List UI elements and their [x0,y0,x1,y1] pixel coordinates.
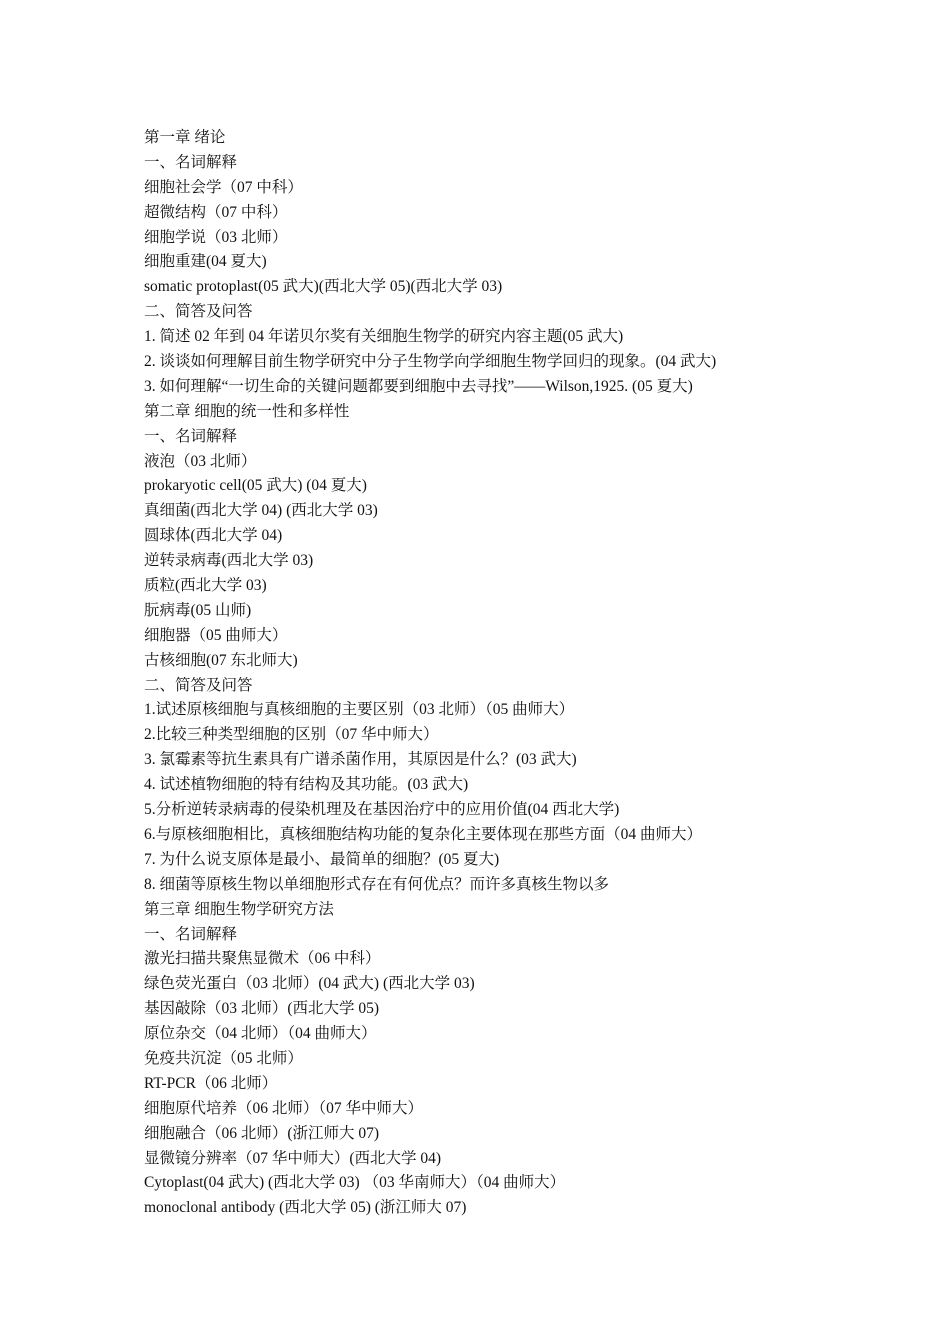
term-line: 显微镜分辨率（07 华中师大）(西北大学 04) [144,1149,442,1167]
term-line: 免疫共沉淀（05 北师） [144,1049,303,1067]
term-line: 细胞重建(04 夏大) [144,253,267,271]
section-heading: 一、名词解释 [144,427,238,445]
term-line: somatic protoplast(05 武大)(西北大学 05)(西北大学 03) [144,278,503,296]
question-line: 1.试述原核细胞与真核细胞的主要区别（03 北师）（05 曲师大） [144,701,575,719]
term-line: 质粒(西北大学 03) [144,577,267,595]
chapter-2-title: 第二章 细胞的统一性和多样性 [144,402,350,420]
chapter-3-title: 第三章 细胞生物学研究方法 [144,900,334,918]
term-line: monoclonal antibody (西北大学 05) (浙江师大 07) [144,1199,467,1217]
term-line: 激光扫描共聚焦显微术（06 中科） [144,950,381,968]
term-line: 超微结构（07 中科） [144,203,288,221]
question-line: 1. 简述 02 年到 04 年诺贝尔奖有关细胞生物学的研究内容主题(05 武大) [144,328,624,346]
chapter-1-title: 第一章 绪论 [144,129,226,146]
question-line: 6.与原核细胞相比，真核细胞结构功能的复杂化主要体现在那些方面（04 曲师大） [144,825,703,843]
question-line: 3. 氯霉素等抗生素具有广谱杀菌作用，其原因是什么？(03 武大) [144,751,577,769]
term-line: 原位杂交（04 北师）（04 曲师大） [144,1025,377,1043]
term-line: 细胞学说（03 北师） [144,228,288,246]
term-line: 朊病毒(05 山师) [144,601,252,619]
term-line: Cytoplast(04 武大) (西北大学 03) （03 华南师大）（04 曲师大） [144,1174,566,1192]
term-line: prokaryotic cell(05 武大) (04 夏大) [144,477,367,495]
question-line: 4. 试述植物细胞的特有结构及其功能。(03 武大) [144,776,469,794]
term-line: 细胞器（05 曲师大） [144,626,288,644]
section-heading: 一、名词解释 [144,925,238,943]
section-heading: 二、简答及问答 [144,676,253,694]
term-line: 真细菌(西北大学 04) (西北大学 03) [144,502,378,520]
question-line: 2. 谈谈如何理解目前生物学研究中分子生物学向学细胞生物学回归的现象。(04 武大) [144,353,717,371]
question-line: 5.分析逆转录病毒的侵染机理及在基因治疗中的应用价值(04 西北大学) [144,801,620,819]
term-line: RT-PCR（06 北师） [144,1074,278,1092]
term-line: 圆球体(西北大学 04) [144,527,283,545]
question-line: 2.比较三种类型细胞的区别（07 华中师大） [144,726,439,744]
term-line: 细胞融合（06 北师）(浙江师大 07) [144,1124,380,1142]
section-heading: 一、名词解释 [144,153,238,171]
term-line: 古核细胞(07 东北师大) [144,651,298,669]
question-line: 8. 细菌等原核生物以单细胞形式存在有何优点？而许多真核生物以多 [144,875,610,893]
term-line: 绿色荧光蛋白（03 北师）(04 武大) (西北大学 03) [144,975,475,993]
term-line: 细胞社会学（07 中科） [144,178,303,196]
question-line: 7. 为什么说支原体是最小、最简单的细胞？(05 夏大) [144,850,500,868]
term-line: 逆转录病毒(西北大学 03) [144,552,314,570]
section-heading: 二、简答及问答 [144,303,253,321]
term-line: 基因敲除（03 北师）(西北大学 05) [144,1000,380,1018]
question-line: 3. 如何理解“一切生命的关键问题都要到细胞中去寻找”——Wilson,1925. (05 夏大) [144,377,693,395]
term-line: 液泡（03 北师） [144,452,257,470]
term-line: 细胞原代培养（06 北师）（07 华中师大） [144,1099,424,1117]
document-body [144,126,844,1221]
